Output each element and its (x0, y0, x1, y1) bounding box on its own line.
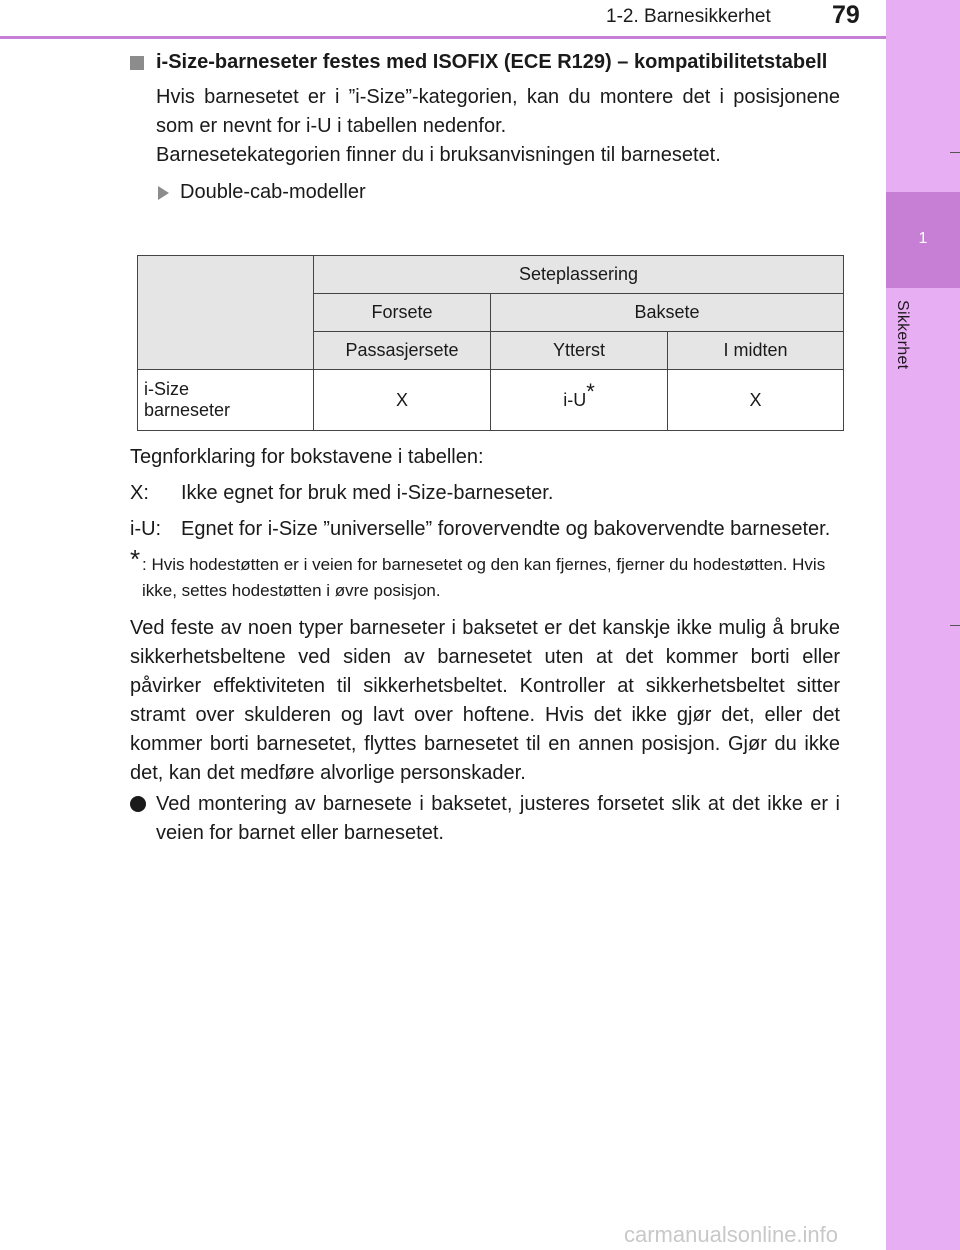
legend-intro: Tegnforklaring for bokstavene i tabellen: (130, 446, 484, 468)
cell-outer-value-text: i-U (563, 389, 587, 410)
header-rule (0, 36, 886, 39)
legend-item (130, 515, 840, 544)
watermark: carmanualsonline.info (624, 1222, 839, 1247)
cell-outer-value (491, 370, 668, 431)
cell-middle-value: X (668, 370, 844, 431)
chapter-label: Sikkerhet (894, 300, 911, 370)
main-content (130, 44, 840, 207)
side-bar (886, 0, 960, 1250)
bullet-text: Ved montering av barnesete i baksetet, justeres forsetet slik at det ikke er i veien for barnet eller barnesetet. (156, 793, 840, 844)
table-corner-cell (138, 256, 314, 370)
table-row (138, 370, 844, 431)
side-tick-mark (950, 152, 960, 153)
header-middle-seat: I midten (668, 332, 844, 370)
footnote (130, 544, 840, 604)
row-label-line-2: barneseter (144, 400, 231, 420)
body-paragraph: Ved feste av noen typer barneseter i baksetet er det kanskje ikke mulig å bruke sikkerhetsbeltene ved siden av barnesetet uten at det kommer borti eller påvirker effektiviteten til sikkerhetsbeltet. Kontroller at sikkerhetsbeltet sitter stramt over skulderen og lavt over hoftene. Hvis det ikke gjør det, eller det kommer borti barnesetet, flyttes barnesetet til en annen posisjon. Gjør du ikke det, kan det medføre alvorlige personskader. (130, 617, 840, 784)
footnote-star: * (130, 544, 141, 574)
legend-text: Egnet for i-Size ”universelle” forovervendte og bakovervendte barneseter. (181, 518, 831, 540)
bullet-item (130, 790, 840, 848)
footnote-marker: * (586, 378, 595, 404)
header-passenger-seat: Passasjersete (314, 332, 491, 370)
footnote-text: : Hvis hodestøtten er i veien for barnesetet og den kan fjernes, fjerner du hodestøtten. Hvis ikke, settes hodestøtten i øvre posisjon. (142, 555, 826, 600)
row-label-line-1: i-Size (144, 379, 190, 399)
round-bullet-icon (130, 796, 146, 812)
legend-key: X: (130, 482, 149, 504)
compatibility-table (137, 255, 844, 431)
chapter-label-wrap (893, 300, 915, 420)
legend-key: i-U: (130, 518, 162, 540)
model-subheading (130, 178, 840, 207)
cell-passenger-value: X (314, 370, 491, 431)
header-rear-seat: Baksete (491, 294, 844, 332)
section-title: 1-2. Barnesikkerhet (606, 6, 771, 27)
intro-paragraph-1: Hvis barnesetet er i ”i-Size”-kategorien, kan du montere det i posisjonene som er nevnt for i-U i tabellen nedenfor. (156, 86, 840, 137)
header-seat-position: Seteplassering (314, 256, 844, 294)
table-row (138, 256, 844, 294)
triangle-bullet-icon (158, 186, 169, 200)
side-tick-mark (950, 625, 960, 626)
row-label-isize (138, 370, 314, 431)
legend-section (130, 443, 840, 848)
header-outer-seat: Ytterst (491, 332, 668, 370)
section-heading (130, 48, 840, 77)
chapter-number: 1 (918, 230, 928, 247)
section-heading-text: i-Size-barneseter festes med ISOFIX (ECE R129) – kompatibilitetstabell (156, 51, 828, 73)
legend-text: Ikke egnet for bruk med i-Size-barneseter. (181, 482, 554, 504)
model-label: Double-cab-modeller (180, 181, 366, 203)
page-number: 79 (832, 1, 860, 29)
legend-item (130, 479, 840, 508)
header-front-seat: Forsete (314, 294, 491, 332)
intro-paragraph-2: Barnesetekategorien finner du i bruksanvisningen til barnesetet. (156, 144, 721, 166)
square-bullet-icon (130, 56, 144, 70)
